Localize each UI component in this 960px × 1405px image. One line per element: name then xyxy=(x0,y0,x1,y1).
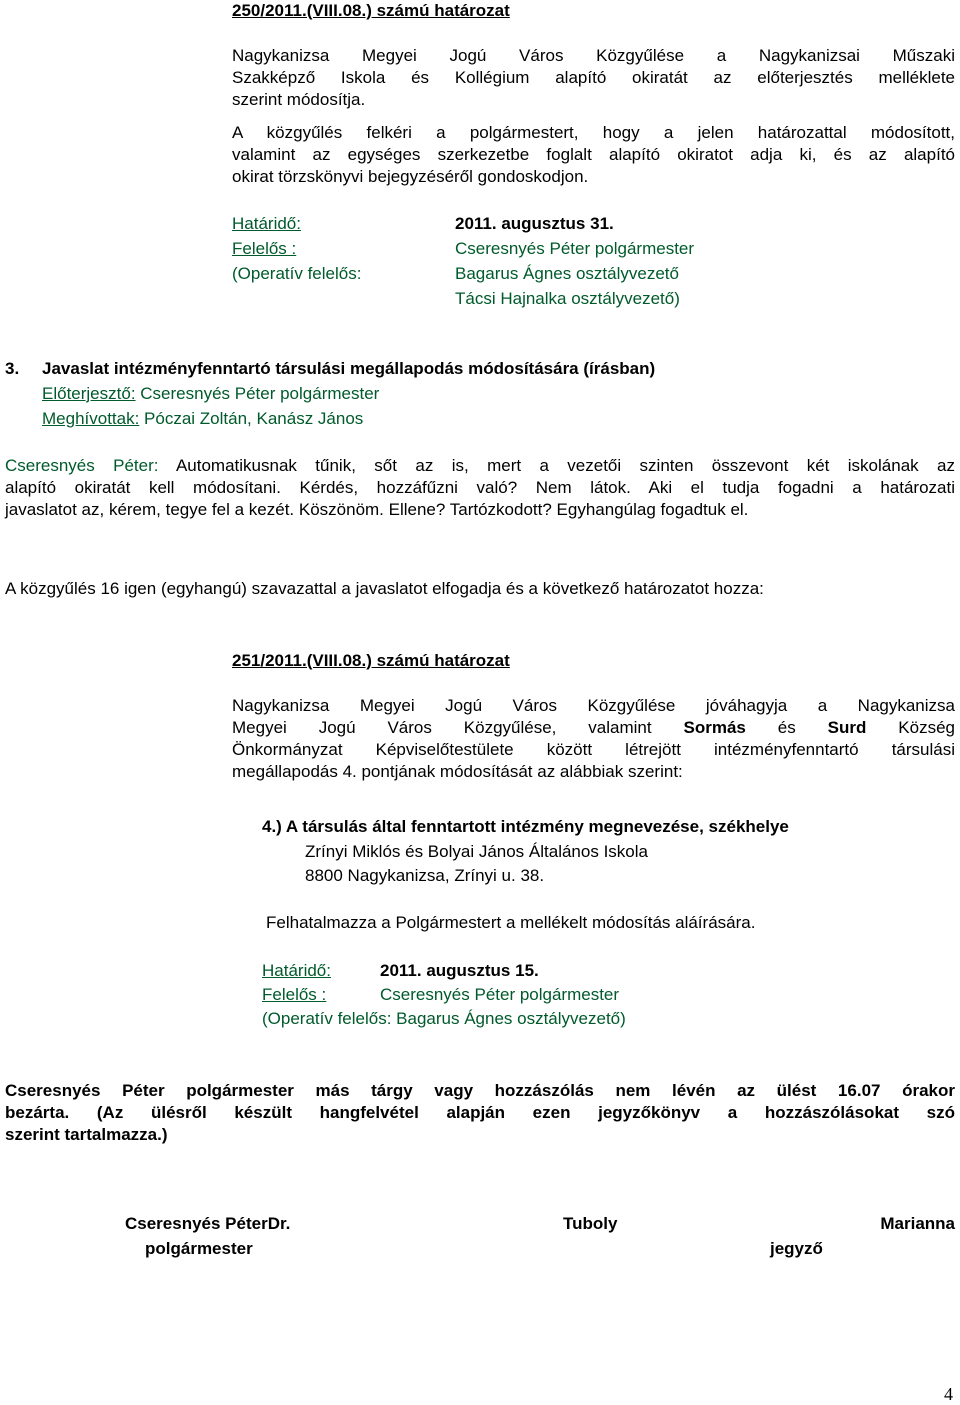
operative-value-1: Bagarus Ágnes osztályvezető xyxy=(455,264,679,283)
presenter-line xyxy=(42,383,379,405)
signature-title-mayor: polgármester xyxy=(145,1239,253,1258)
responsible-value: Cseresnyés Péter polgármester xyxy=(380,985,620,1004)
text-fragment: Község xyxy=(866,718,955,737)
signature-name-mayor: Cseresnyés PéterDr. xyxy=(125,1214,291,1233)
village-sormas: Sormás xyxy=(683,718,746,737)
resolution-251-heading: 251/2011.(VIII.08.) számú határozat xyxy=(232,651,510,670)
text-line: A közgyűlés felkéri a polgármestert, hogy a jelen határozattal módosított, xyxy=(232,123,955,142)
closing-paragraph xyxy=(5,1080,955,1146)
institution-address: 8800 Nagykanizsa, Zrínyi u. 38. xyxy=(305,866,545,885)
responsible-label: Felelős : xyxy=(232,239,297,258)
agenda-item-title: Javaslat intézményfenntartó társulási megállapodás módosítására (írásban) xyxy=(42,359,656,378)
resolution-250-paragraph-1 xyxy=(232,45,955,111)
text-line: bezárta. (Az ülésről készült hangfelvétel alapján ezen jegyzőkönyv a hozzászólásokat szó xyxy=(5,1103,955,1122)
invited-line xyxy=(42,408,363,430)
resolution-251-paragraph xyxy=(232,695,955,783)
responsible-label: Felelős : xyxy=(262,985,327,1004)
text-line: megállapodás 4. pontjának módosítását az alábbiak szerint: xyxy=(232,762,683,781)
deadline-value: 2011. augusztus 15. xyxy=(380,961,539,980)
signature-name-marianna: Marianna xyxy=(880,1214,955,1233)
resolution-250-heading: 250/2011.(VIII.08.) számú határozat xyxy=(232,1,510,20)
signature-title-notary: jegyző xyxy=(770,1239,823,1258)
text-line: szerint tartalmazza.) xyxy=(5,1125,168,1144)
point-title: 4.) A társulás által fenntartott intézmény megnevezése, székhelye xyxy=(262,817,789,836)
text-fragment: Megyei Jogú Város Közgyűlése, valamint xyxy=(232,718,684,737)
agenda-item-number: 3. xyxy=(5,359,20,378)
deadline-label: Határidő: xyxy=(262,961,331,980)
text-line: valamint az egységes szerkezetbe foglalt alapító okiratot adja ki, és az alapító xyxy=(232,145,955,164)
text-line: Nagykanizsa Megyei Jogú Város Közgyűlése a Nagykanizsai Műszaki xyxy=(232,46,955,65)
text-line: Cseresnyés Péter polgármester más tárgy vagy hozzászólás nem lévén az ülést 16.07 órakor xyxy=(5,1081,955,1100)
text-line: alapító okiratát kell módosítani. Kérdés, hozzáfűzni való? Nem látok. Aki el tudja fogadni a határozati xyxy=(5,478,955,497)
responsible-value: Cseresnyés Péter polgármester xyxy=(455,239,695,258)
page-number: 4 xyxy=(944,1384,953,1404)
resolution-250-paragraph-2 xyxy=(232,122,955,188)
presenter-label: Előterjesztő: xyxy=(42,384,136,403)
deadline-value: 2011. augusztus 31. xyxy=(455,214,614,233)
signature-name-tuboly: Tuboly xyxy=(563,1214,618,1233)
text-line xyxy=(5,455,955,477)
institution-name: Zrínyi Miklós és Bolyai János Általános Iskola xyxy=(305,842,648,861)
village-surd: Surd xyxy=(827,718,867,737)
operative-line: (Operatív felelős: Bagarus Ágnes osztályvezető) xyxy=(262,1009,626,1028)
presenter-value: Cseresnyés Péter polgármester xyxy=(135,384,380,403)
deadline-label: Határidő: xyxy=(232,214,301,233)
text-line: szerint módosítja. xyxy=(232,90,366,109)
authorization-text: Felhatalmazza a Polgármestert a mellékelt módosítás aláírására. xyxy=(266,913,756,932)
text-line xyxy=(232,717,955,739)
speech-text: Automatikusnak tűnik, sőt az is, mert a vezetői szinten összevont két iskolának az xyxy=(158,456,955,475)
operative-label: (Operatív felelős: xyxy=(232,264,362,283)
invited-label: Meghívottak: xyxy=(42,409,140,428)
operative-value-2: Tácsi Hajnalka osztályvezető) xyxy=(455,289,680,308)
text-line: Szakképző Iskola és Kollégium alapító okiratát az előterjesztés melléklete xyxy=(232,68,955,87)
speaker-name: Cseresnyés Péter: xyxy=(5,456,159,475)
speech-paragraph xyxy=(5,455,955,521)
text-line: javaslatot az, kérem, tegye fel a kezét. Köszönöm. Ellene? Tartózkodott? Egyhangúlag fogadtuk el. xyxy=(5,500,749,519)
text-line: okirat törzskönyvi bejegyzéséről gondoskodjon. xyxy=(232,167,589,186)
text-line: Önkormányzat Képviselőtestülete között létrejött intézményfenntartó társulási xyxy=(232,740,955,759)
text-fragment: és xyxy=(745,718,828,737)
invited-value: Póczai Zoltán, Kanász János xyxy=(139,409,364,428)
text-line: Nagykanizsa Megyei Jogú Város Közgyűlése jóváhagyja a Nagykanizsa xyxy=(232,696,955,715)
vote-result: A közgyűlés 16 igen (egyhangú) szavazattal a javaslatot elfogadja és a következő határozatot hozza: xyxy=(5,579,764,598)
